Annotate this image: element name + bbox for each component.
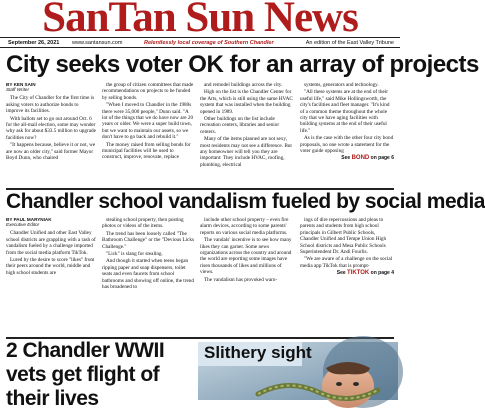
- story2-paragraph: Chandler Unified and other East Valley school districts are grappling with a rash of vandalism fueled by a challenge imported from the social media platform TikTok.: [6, 230, 96, 256]
- story2-paragraph: The vandals' incentive is to see how many likes they can garner. Some news organizations across the country and around the world are reporting some images have risen thousands of likes and millions of views.: [200, 237, 292, 276]
- story1-headline[interactable]: City seeks voter OK for an array of projects: [6, 51, 479, 78]
- story1-paragraph: The City of Chandler for the first time is asking voters to authorize bonds to improve its facilities.: [6, 95, 95, 115]
- story1-paragraph: and remodel buildings across the city.: [204, 82, 283, 88]
- story2-jump-text: See: [336, 270, 346, 277]
- story2-column-4: [300, 217, 394, 337]
- story2-paragraph: And though it started when teens began ripping paper and soap dispensers, toilet seats and even faucets from school bathrooms and showing off online, the trend has broadened to: [102, 258, 194, 291]
- story1-paragraph: the group of citizen committees that made recommendations on projects to be funded by selling bonds.: [102, 82, 194, 101]
- story2-byline: [6, 217, 96, 227]
- story1-column-1: [6, 82, 96, 186]
- story2-byline-role: Executive Editor: [6, 222, 40, 228]
- feature-photo[interactable]: [198, 342, 398, 400]
- story2-paragraph: include other school property – even fire alarm devices, according to some parents' reports on various social media platforms.: [200, 217, 289, 236]
- edition-note: An edition of the East Valley Tribune: [305, 40, 394, 46]
- story2-jump-page: on page 4: [370, 270, 394, 277]
- story2-column-3: [200, 217, 294, 335]
- story1-paragraph: High on the list is the Chandler Center for the Arts, which is still using the same HVAC system that was installed when the building opened in 1989.: [200, 89, 293, 115]
- masthead-title: SanTan Sun News: [42, 0, 358, 41]
- site-url[interactable]: www.santansun.com: [72, 40, 123, 46]
- story2-paragraph: The vandalism has provoked warn-: [204, 276, 278, 283]
- story2-headline[interactable]: Chandler school vandalism fueled by social media: [6, 190, 485, 213]
- story1-paragraph: "It happens because, believe it or not, we are now an older city," said former Mayor Boyd Dunn, who chaired: [6, 142, 96, 162]
- story1-column-4: [300, 82, 394, 188]
- story1-paragraph: "When I moved to Chandler in the 1980s there were 35,000 people," Dunn said. "A lot of the things that we do have now are 20 years or older. We were a super build town, but we want to maintain our assets, so we don't have to go back and rebuild it.": [102, 102, 194, 141]
- story1-jump-page: on page 6: [370, 155, 394, 162]
- story1-byline-role: Staff Writer: [6, 87, 29, 93]
- story2-paragraph: ings of dire repercussions and pleas to parents and students from high school principals in Gilbert Public Schools, Chandler Unified and Tempe Union High School districts and Mesa Public Schools Superintendent Dr. Andi Fourlis.: [300, 217, 387, 256]
- info-bar: [0, 37, 400, 48]
- story2-paragraph: Lured by the desire to score "likes" from their peers around the world, middle and high school students are: [6, 257, 95, 276]
- story1-byline: [6, 82, 96, 92]
- story1-paragraph: With ballots set to go out around Oct. 6 for the all-mail election, some may wonder why ask for about $33.5 million to upgrade facilities now?: [6, 115, 96, 141]
- story1-paragraph: systems, generators and technology.: [304, 82, 379, 88]
- tagline: Relentlessly local coverage of Southern Chandler: [144, 40, 274, 46]
- story1-jump-label: BOND: [351, 155, 370, 162]
- story1-paragraph: Many of the items planned are not sexy, most residents may not see a difference. But any homeowner will tell you they are important: They include HVAC, roofing, plumbing, electrical: [200, 136, 292, 168]
- story1-jump[interactable]: [300, 155, 394, 161]
- story1-paragraph: The money raised from selling bonds for municipal facilities will be used to construct, improve, renovate, replace: [102, 141, 191, 161]
- story1-jump-text: See: [341, 155, 351, 162]
- story1-column-2: [102, 82, 194, 186]
- story1-paragraph: Other buildings on the list include recreation centers, libraries and senior centers.: [200, 116, 280, 135]
- story1-paragraph: "All these systems are at the end of their useful life," said Mike Hollingsworth, the city's facilities and fleet manager. "It's kind of a common theme throughout the whole city that we have aging facilities with building systems at the end of their useful life.": [300, 89, 390, 134]
- story2-column-2: [102, 217, 194, 335]
- story2-byline-name: BY PAUL MARYNIAK: [6, 217, 52, 222]
- story2-paragraph: "We are aware of a challenge on the social media app TikTok that is prompt-: [300, 256, 393, 269]
- story3-headline[interactable]: 2 Chandler WWII vets get flight of their lives: [6, 339, 165, 410]
- issue-date: September 26, 2021: [8, 40, 60, 46]
- story1-byline-name: BY KEN SAIN: [6, 82, 36, 87]
- story2-column-1: [6, 217, 96, 335]
- story2-jump-label: TIKTOK: [347, 270, 370, 277]
- story1-paragraph: As is the case with the other four city bond proposals, no one wrote a statement for the voter guide opposing: [300, 135, 394, 155]
- story2-paragraph: The trend has been loosely called "The Bathroom Challenge" or the "Devious Licks Challenge.": [102, 230, 194, 250]
- story2-jump[interactable]: [300, 270, 394, 276]
- story1-column-3: [200, 82, 294, 186]
- photo-title: Slithery sight: [204, 343, 312, 362]
- story2-paragraph: "Lick" is slang for stealing.: [106, 251, 163, 258]
- story2-paragraph: stealing school property, then posting photos or videos of the items.: [102, 217, 184, 230]
